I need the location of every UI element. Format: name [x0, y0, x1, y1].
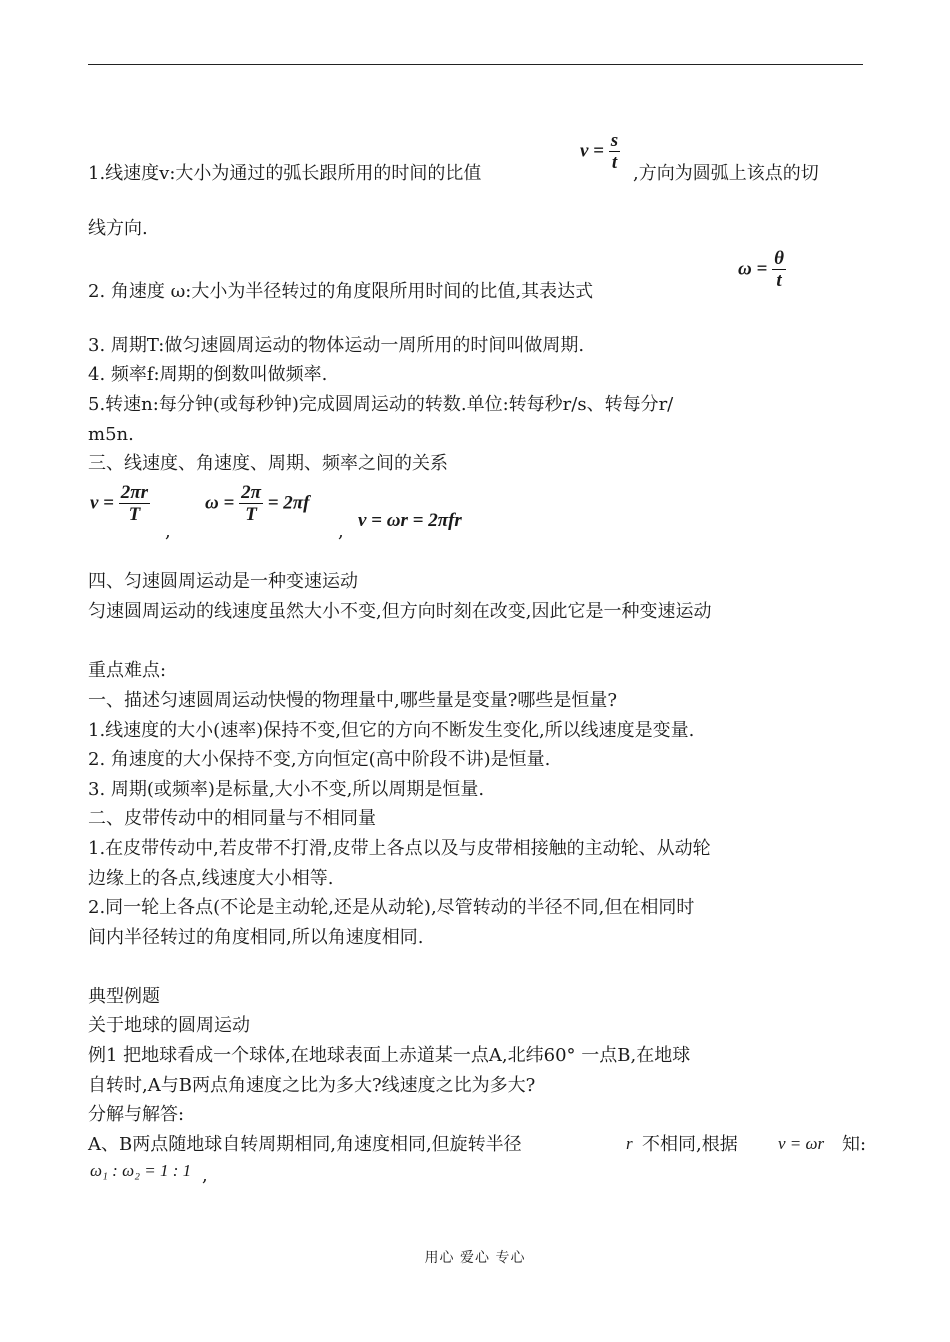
text-line-2: 2. 角速度 ω:大小为半径转过的角度限所用时间的比值,其表达式	[88, 281, 594, 302]
formula-v-omega-r: v = ωr = 2πfr	[358, 510, 462, 531]
text-line-11: 一、描述匀速圆周运动快慢的物理量中,哪些量是变量?哪些是恒量?	[88, 690, 618, 711]
text-line-20b: 自转时,A与B两点角速度之比为多大?线速度之比为多大?	[88, 1075, 536, 1096]
formula-separator-2: ,	[338, 521, 344, 542]
section-heading-variable-motion: 四、匀速圆周运动是一种变速运动	[88, 571, 358, 592]
page-footer: 用心 爱心 专心	[424, 1250, 526, 1266]
section-heading-relations: 三、线速度、角速度、周期、频率之间的关系	[88, 453, 448, 474]
text-line-19: 关于地球的圆周运动	[88, 1015, 250, 1036]
text-line-22b: 不相同,根据	[642, 1134, 738, 1155]
section-heading-examples: 典型例题	[88, 986, 160, 1007]
text-line-23-comma: ,	[202, 1165, 208, 1186]
formula-v-2pir-T: v = $\frac{2\pi r}{T}$	[90, 482, 149, 525]
text-line-21: 分解与解答:	[88, 1104, 185, 1125]
text-line-20a: 例1 把地球看成一个球体,在地球表面上赤道某一点A,北纬60° 一点B,在地球	[88, 1045, 691, 1066]
text-line-1b: ,方向为圆弧上该点的切	[633, 163, 819, 184]
text-line-9: 匀速圆周运动的线速度虽然大小不变,但方向时刻在改变,因此它是一种变速运动	[88, 601, 712, 622]
text-line-4: 4. 频率f:周期的倒数叫做频率.	[88, 364, 328, 385]
text-line-17b: 间内半径转过的角度相同,所以角速度相同.	[88, 927, 424, 948]
text-line-12: 1.线速度的大小(速率)保持不变,但它的方向不断发生变化,所以线速度是变量.	[88, 720, 695, 741]
text-line-22c: 知:	[842, 1134, 867, 1155]
formula-separator-1: ,	[165, 521, 171, 542]
text-line-1a: 1.线速度v:大小为通过的弧长跟所用的时间的比值	[88, 163, 482, 184]
text-line-3: 3. 周期T:做匀速圆周运动的物体运动一周所用的时间叫做周期.	[88, 335, 585, 356]
section-heading-key-points: 重点难点:	[88, 660, 167, 681]
formula-v-s-t: v = $\frac{s}{t}$	[580, 130, 619, 173]
formula-omega-ratio: ω₁ : ω₂ = 1 : 1	[90, 1161, 192, 1180]
section-heading-belt: 二、皮带传动中的相同量与不相同量	[88, 808, 376, 829]
text-line-16a: 1.在皮带传动中,若皮带不打滑,皮带上各点以及与皮带相接触的主动轮、从动轮	[88, 838, 711, 859]
text-line-1c: 线方向.	[88, 218, 148, 239]
text-line-16b: 边缘上的各点,线速度大小相等.	[88, 868, 334, 889]
formula-omega-2pi-T: ω = $\frac{2\pi}{T}$ = 2πf	[205, 482, 310, 525]
text-line-13: 2. 角速度的大小保持不变,方向恒定(高中阶段不讲)是恒量.	[88, 749, 551, 770]
formula-r: r	[626, 1134, 633, 1153]
header-rule	[88, 64, 863, 65]
text-line-22a: A、B两点随地球自转周期相同,角速度相同,但旋转半径	[88, 1134, 522, 1155]
formula-v-eq-omega-r: v = ωr	[778, 1134, 825, 1153]
formula-omega-theta-t: ω = $\frac{\theta}{t}$	[738, 248, 784, 291]
text-line-5a: 5.转速n:每分钟(或每秒钟)完成圆周运动的转数.单位:转每秒r/s、转每分r/	[88, 394, 674, 415]
text-line-14: 3. 周期(或频率)是标量,大小不变,所以周期是恒量.	[88, 779, 485, 800]
text-line-5b: m5n.	[88, 424, 134, 445]
text-line-17a: 2.同一轮上各点(不论是主动轮,还是从动轮),尽管转动的半径不同,但在相同时	[88, 897, 695, 918]
